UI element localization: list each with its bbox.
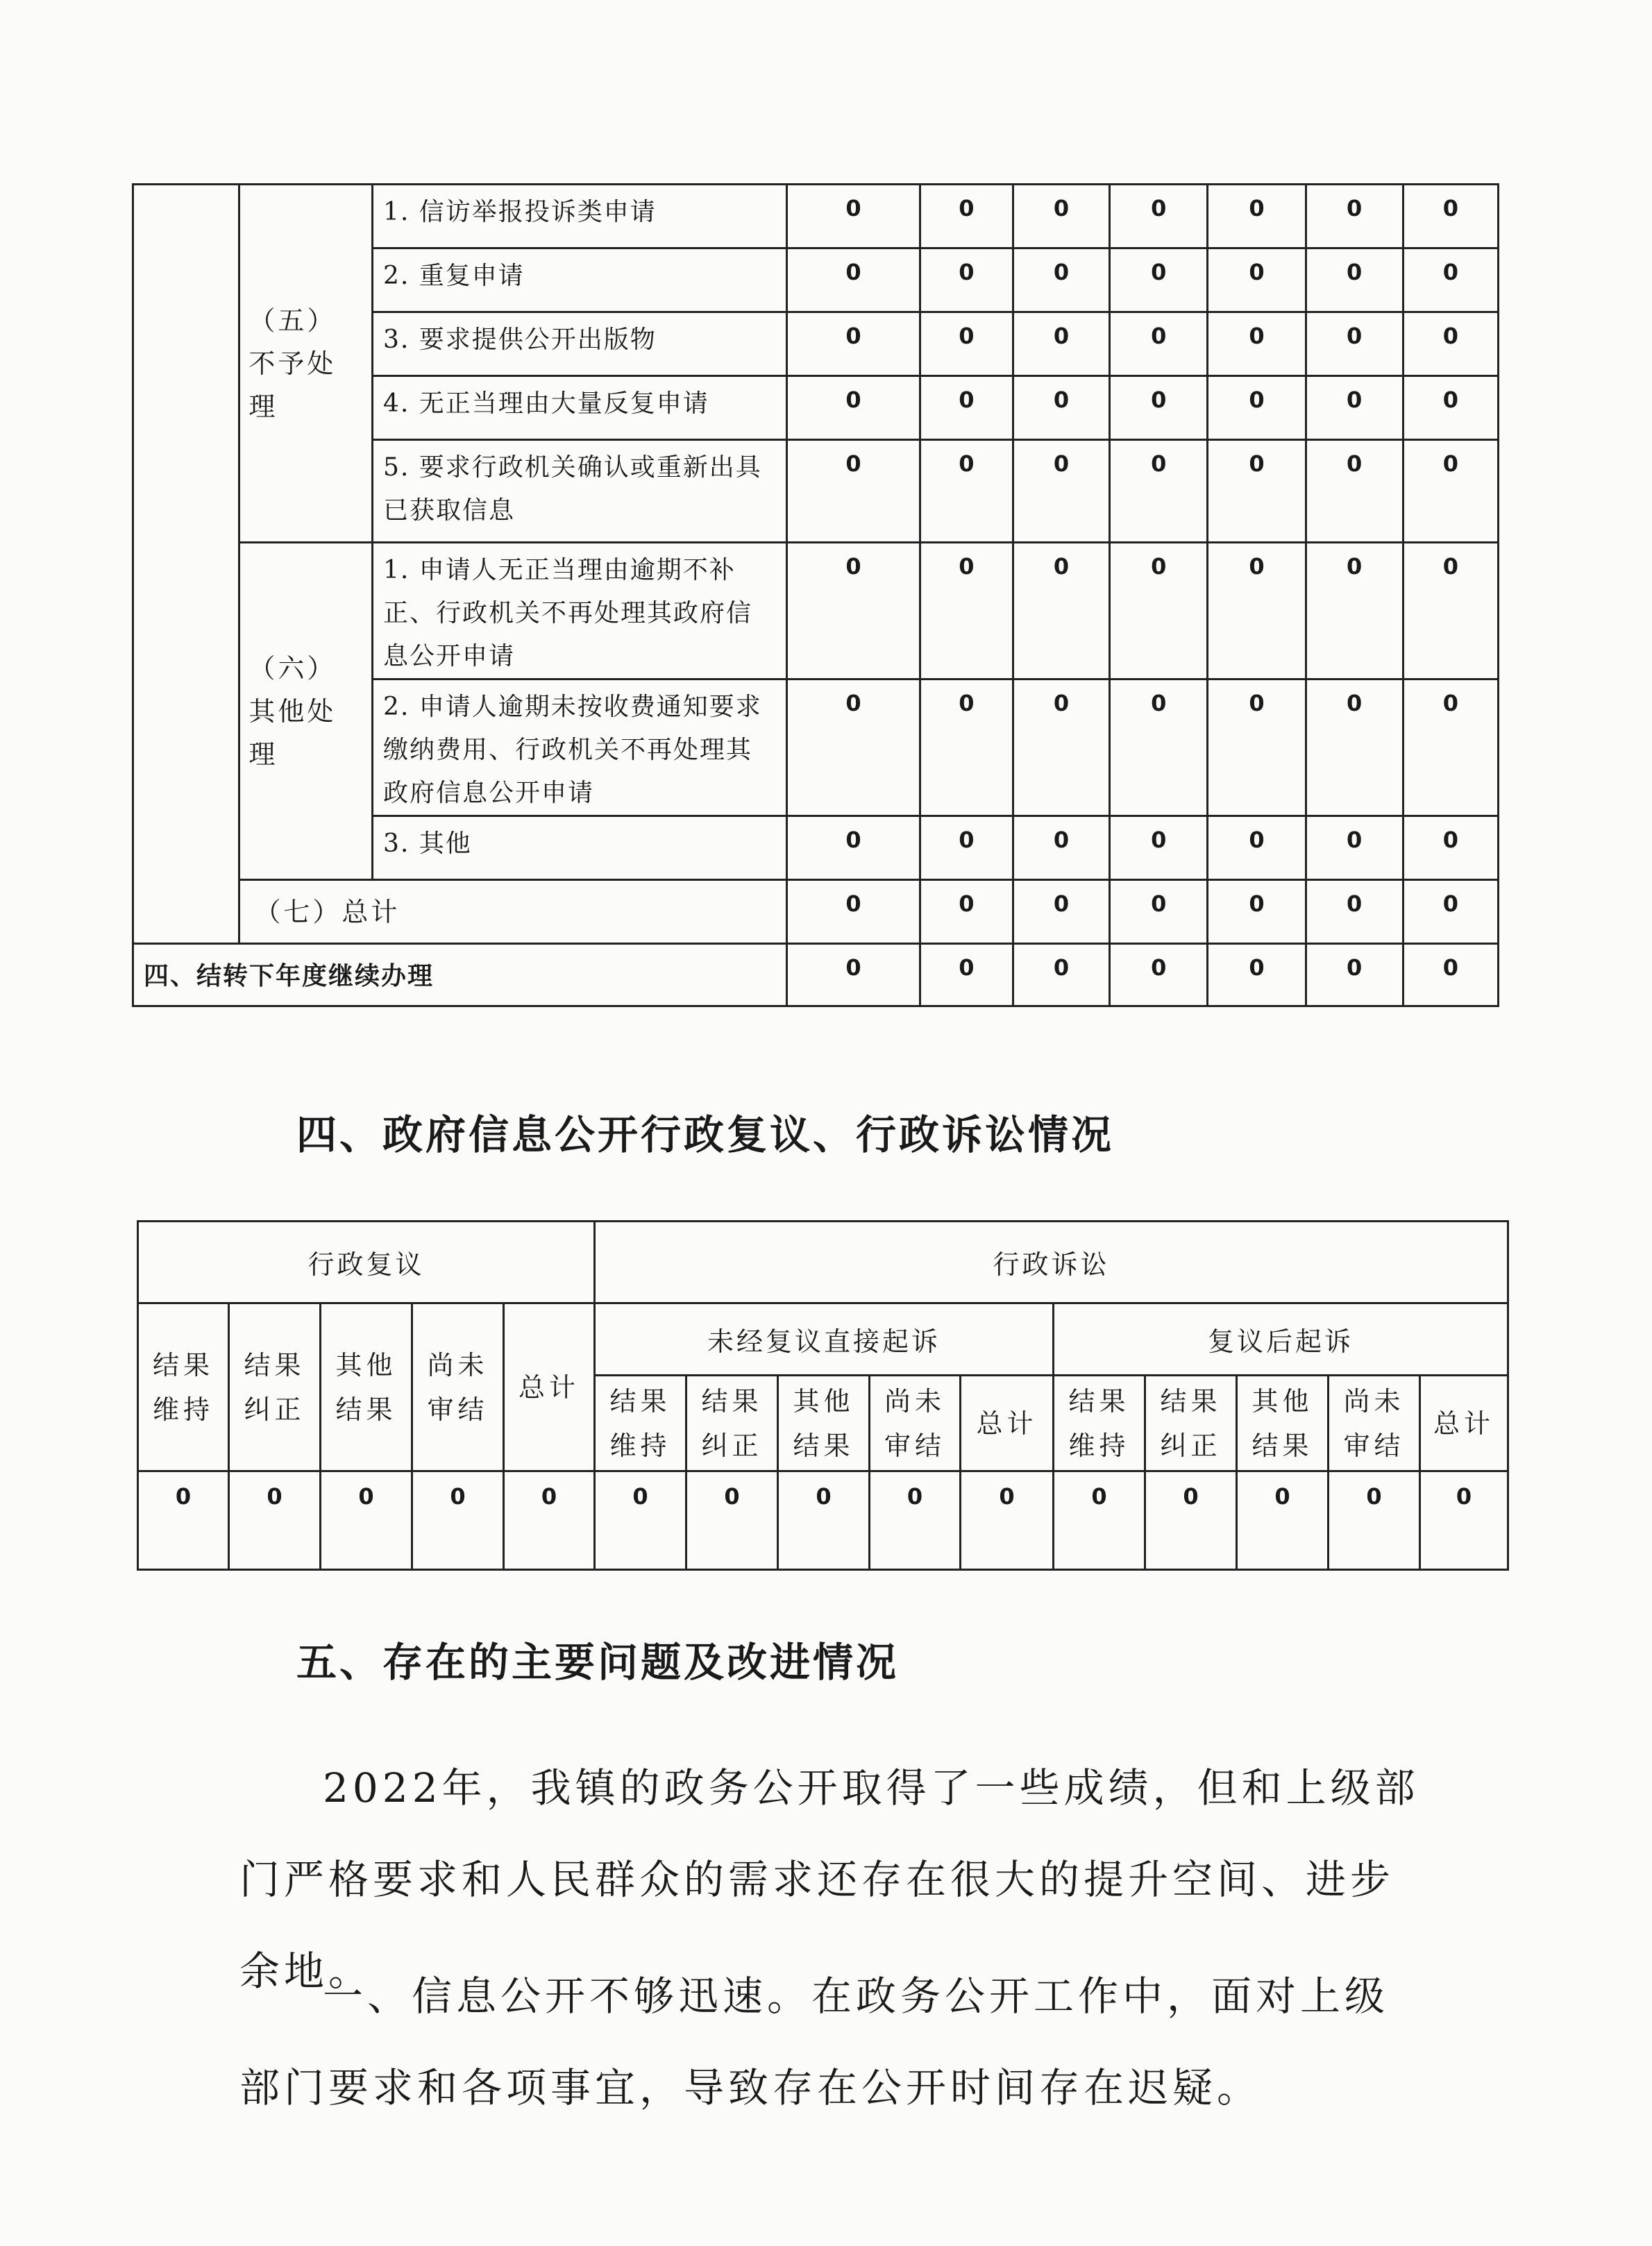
count-cell: 0: [1110, 679, 1208, 816]
item-label: 1. 信访举报投诉类申请: [372, 185, 786, 248]
count-cell: 0: [1208, 440, 1306, 543]
item-label: 3. 要求提供公开出版物: [372, 312, 786, 376]
direct-col-corrected: 结果纠正: [686, 1376, 778, 1471]
count-cell: 0: [1306, 312, 1403, 376]
after-value: 0: [1054, 1471, 1145, 1570]
count-cell: 0: [1110, 816, 1208, 880]
after-value: 0: [1329, 1471, 1420, 1570]
table-row: [133, 185, 1499, 248]
direct-value: 0: [961, 1471, 1054, 1570]
count-cell: 0: [1013, 880, 1109, 944]
count-cell: 0: [1403, 816, 1498, 880]
count-cell: 0: [1403, 376, 1498, 440]
after-value: 0: [1237, 1471, 1329, 1570]
section-blank-cell: [133, 185, 239, 944]
count-cell: 0: [920, 440, 1013, 543]
direct-value: 0: [870, 1471, 961, 1570]
section-5-heading: 五、存在的主要问题及改进情况: [296, 1639, 900, 1686]
after-review-header: 复议后起诉: [1054, 1303, 1508, 1376]
total-row: [133, 880, 1499, 944]
direct-value: 0: [686, 1471, 778, 1570]
count-cell: 0: [920, 944, 1013, 1006]
item-label: 4. 无正当理由大量反复申请: [372, 376, 786, 440]
review-value: 0: [321, 1471, 412, 1570]
count-cell: 0: [920, 185, 1013, 248]
count-cell: 0: [920, 248, 1013, 312]
count-cell: 0: [787, 543, 920, 679]
after-col-pending: 尚未审结: [1329, 1376, 1420, 1471]
count-cell: 0: [1403, 440, 1498, 543]
item-label: 5. 要求行政机关确认或重新出具已获取信息: [372, 440, 786, 543]
count-cell: 0: [1013, 185, 1109, 248]
count-cell: 0: [1403, 880, 1498, 944]
count-cell: 0: [1208, 376, 1306, 440]
count-cell: 0: [787, 376, 920, 440]
count-cell: 0: [1110, 944, 1208, 1006]
after-col-corrected: 结果纠正: [1145, 1376, 1237, 1471]
count-cell: 0: [1208, 185, 1306, 248]
after-value: 0: [1145, 1471, 1237, 1570]
item-label: 2. 重复申请: [372, 248, 786, 312]
direct-col-pending: 尚未审结: [870, 1376, 961, 1471]
count-cell: 0: [787, 679, 920, 816]
item-label: 1. 申请人无正当理由逾期不补正、行政机关不再处理其政府信息公开申请: [372, 543, 786, 679]
count-cell: 0: [1403, 543, 1498, 679]
paragraph-1: 2022年，我镇的政务公开取得了一些成绩，但和上级部门严格要求和人民群众的需求还存在很大的提升空间、进步余地。: [239, 1764, 1419, 1995]
count-cell: 0: [1208, 543, 1306, 679]
review-litigation-table: [137, 1220, 1509, 1571]
count-cell: 0: [1403, 679, 1498, 816]
count-cell: 0: [1208, 679, 1306, 816]
after-col-total: 总计: [1420, 1376, 1508, 1471]
category-6-label: （六）其他处理: [239, 543, 373, 880]
direct-col-other: 其他结果: [778, 1376, 870, 1471]
review-value: 0: [412, 1471, 504, 1570]
count-cell: 0: [920, 312, 1013, 376]
count-cell: 0: [1403, 248, 1498, 312]
review-value: 0: [138, 1471, 229, 1570]
total-label: （七）总计: [239, 880, 787, 944]
count-cell: 0: [787, 312, 920, 376]
count-cell: 0: [1110, 440, 1208, 543]
count-cell: 0: [1110, 376, 1208, 440]
count-cell: 0: [1110, 543, 1208, 679]
count-cell: 0: [787, 440, 920, 543]
after-col-maintained: 结果维持: [1054, 1376, 1145, 1471]
count-cell: 0: [1403, 312, 1498, 376]
count-cell: 0: [920, 376, 1013, 440]
table-row: [133, 543, 1499, 679]
direct-col-maintained: 结果维持: [595, 1376, 686, 1471]
count-cell: 0: [920, 880, 1013, 944]
review-col-pending: 尚未审结: [412, 1303, 504, 1471]
count-cell: 0: [787, 944, 920, 1006]
count-cell: 0: [787, 816, 920, 880]
count-cell: 0: [1013, 679, 1109, 816]
carryover-label: 四、结转下年度继续办理: [133, 944, 787, 1006]
count-cell: 0: [1306, 543, 1403, 679]
disposal-table-body: [133, 185, 1499, 1006]
item-label: 2. 申请人逾期未按收费通知要求缴纳费用、行政机关不再处理其政府信息公开申请: [372, 679, 786, 816]
review-col-corrected: 结果纠正: [229, 1303, 321, 1471]
count-cell: 0: [1013, 543, 1109, 679]
count-cell: 0: [1110, 312, 1208, 376]
count-cell: 0: [1208, 816, 1306, 880]
paragraph-2: 一、信息公开不够迅速。在政务公开工作中，面对上级部门要求和各项事宜，导致存在公开时间存在迟疑。: [239, 1973, 1390, 2111]
count-cell: 0: [787, 880, 920, 944]
count-cell: 0: [1208, 880, 1306, 944]
count-cell: 0: [1306, 944, 1403, 1006]
count-cell: 0: [1013, 248, 1109, 312]
review-col-maintained: 结果维持: [138, 1303, 229, 1471]
count-cell: 0: [1306, 185, 1403, 248]
admin-litigation-header: 行政诉讼: [595, 1222, 1508, 1303]
direct-value: 0: [595, 1471, 686, 1570]
after-value: 0: [1420, 1471, 1508, 1570]
review-col-other: 其他结果: [321, 1303, 412, 1471]
count-cell: 0: [1306, 376, 1403, 440]
count-cell: 0: [920, 679, 1013, 816]
count-cell: 0: [1306, 248, 1403, 312]
count-cell: 0: [1208, 944, 1306, 1006]
count-cell: 0: [1110, 185, 1208, 248]
count-cell: 0: [1013, 816, 1109, 880]
section-4-heading: 四、政府信息公开行政复议、行政诉讼情况: [296, 1111, 1115, 1158]
direct-value: 0: [778, 1471, 870, 1570]
count-cell: 0: [1306, 679, 1403, 816]
review-value: 0: [229, 1471, 321, 1570]
disposal-table: [132, 183, 1499, 1007]
count-cell: 0: [920, 816, 1013, 880]
category-5-label: （五）不予处理: [239, 185, 373, 543]
count-cell: 0: [1208, 248, 1306, 312]
carryover-row: [133, 944, 1499, 1006]
count-cell: 0: [787, 248, 920, 312]
count-cell: 0: [1013, 376, 1109, 440]
direct-suit-header: 未经复议直接起诉: [595, 1303, 1054, 1376]
review-value: 0: [504, 1471, 595, 1570]
after-col-other: 其他结果: [1237, 1376, 1329, 1471]
item-label: 3. 其他: [372, 816, 786, 880]
review-col-total: 总计: [504, 1303, 595, 1471]
count-cell: 0: [1403, 944, 1498, 1006]
count-cell: 0: [1013, 944, 1109, 1006]
count-cell: 0: [787, 185, 920, 248]
count-cell: 0: [1013, 440, 1109, 543]
count-cell: 0: [1013, 312, 1109, 376]
count-cell: 0: [920, 543, 1013, 679]
direct-col-total: 总计: [961, 1376, 1054, 1471]
admin-review-header: 行政复议: [138, 1222, 595, 1303]
count-cell: 0: [1403, 185, 1498, 248]
count-cell: 0: [1110, 248, 1208, 312]
count-cell: 0: [1306, 816, 1403, 880]
count-cell: 0: [1208, 312, 1306, 376]
count-cell: 0: [1306, 880, 1403, 944]
count-cell: 0: [1306, 440, 1403, 543]
count-cell: 0: [1110, 880, 1208, 944]
